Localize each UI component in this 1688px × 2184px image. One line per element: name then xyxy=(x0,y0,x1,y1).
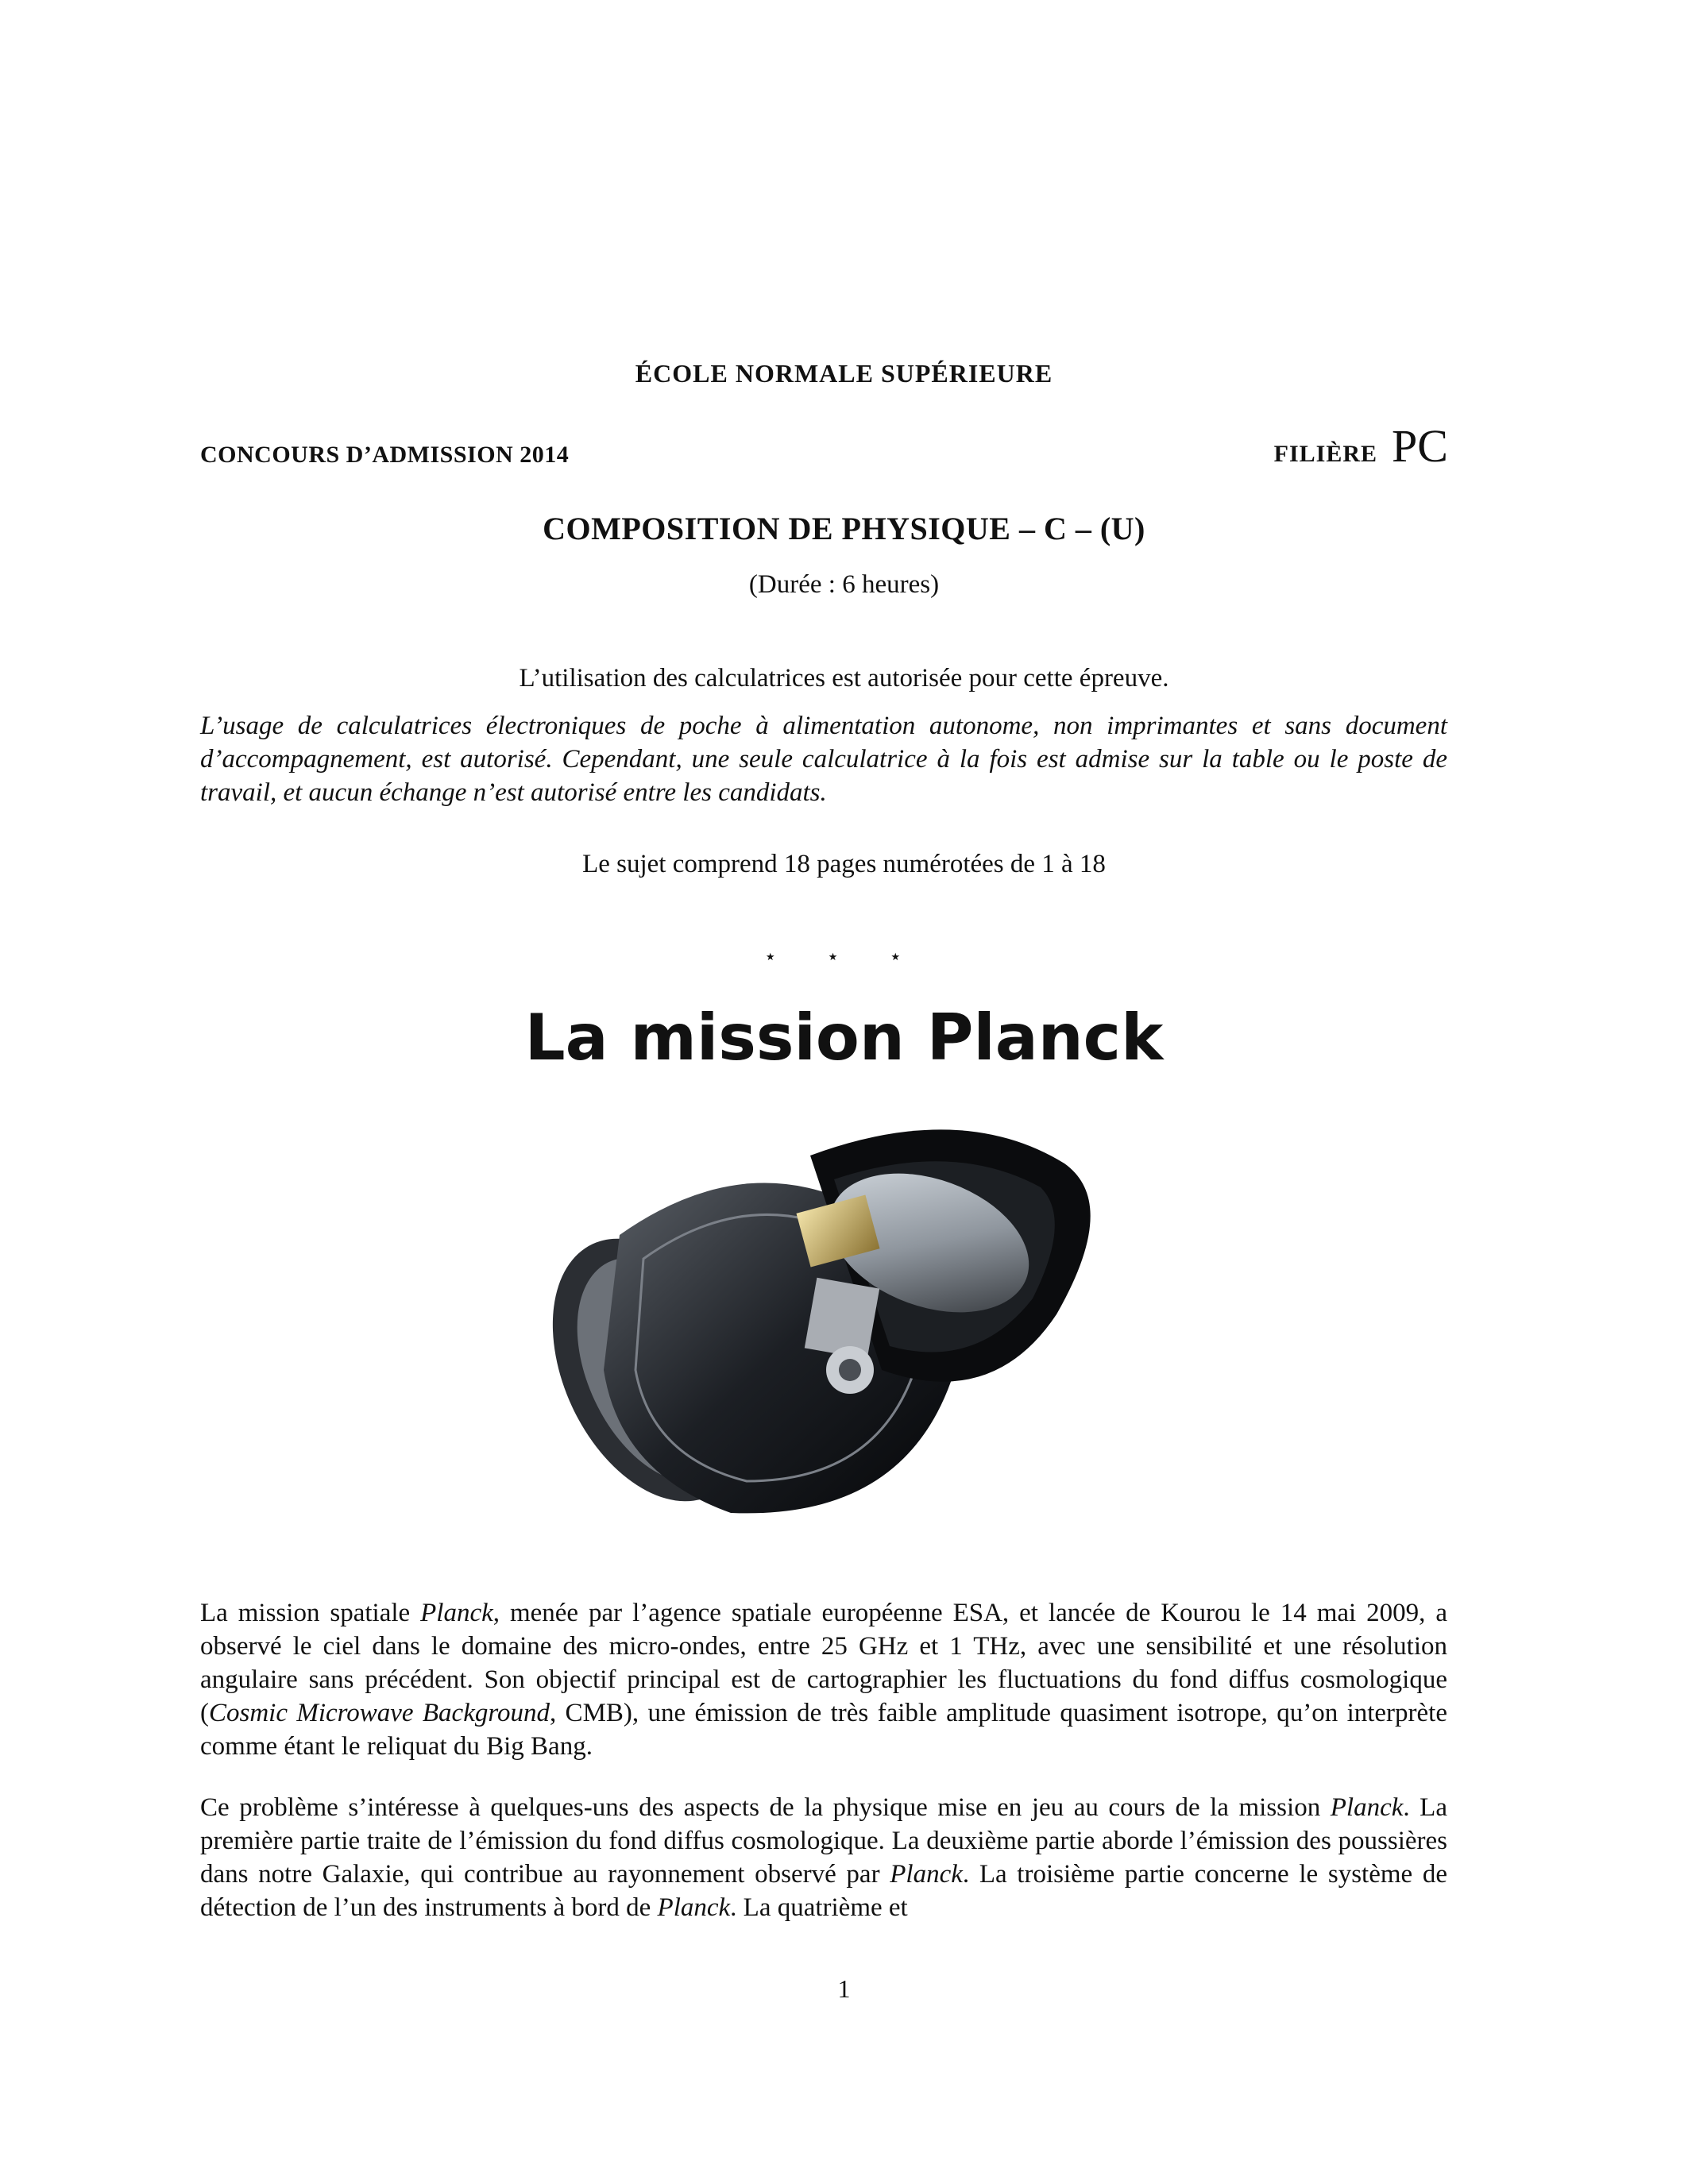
calculator-notice: L’utilisation des calculatrices est autorisée pour cette épreuve. xyxy=(519,664,1169,693)
p2-planck-1: Planck xyxy=(1330,1793,1404,1822)
p2-planck-3: Planck xyxy=(657,1893,731,1922)
p1-text-5: , CMB), une émission de très faible amplitude quasiment isotrope, qu’on interprète comme étant le reliquat du Big Bang. xyxy=(200,1699,1447,1761)
p2-text-3: . La première partie traite de l’émission du fond diffus cosmologique. La deuxième partie aborde l’émission des poussières dans notre Galaxie, qui contribue au rayonnement observé par xyxy=(200,1793,1447,1889)
p1-text-3: , menée par l’agence spatiale européenne ESA, et lancée de Kourou le 14 mai 2009, a observé le ciel dans le domaine des micro-ondes, entre 25 GHz et 1 THz, avec une sensibilité et une résolution angulaire sans précédent. Son objectif principal est de cartographier les fluctuations du fond diffus cosmologique ( xyxy=(200,1599,1447,1727)
composition-title: COMPOSITION DE PHYSIQUE – C – (U) xyxy=(543,511,1145,546)
p1-text-1: La mission spatiale xyxy=(200,1599,421,1627)
concours-label: CONCOURS D’ADMISSION 2014 xyxy=(200,442,570,468)
p1-planck: Planck xyxy=(420,1599,493,1627)
filiere-value: PC xyxy=(1392,420,1448,472)
p2-planck-2: Planck xyxy=(890,1860,963,1889)
planck-satellite-image xyxy=(548,1108,1120,1537)
page-count-notice: Le sujet comprend 18 pages numérotées de 1 à 18 xyxy=(582,850,1106,878)
document-title: La mission Planck xyxy=(524,1001,1164,1075)
p2-text-7: . La quatrième et xyxy=(730,1893,908,1922)
calculator-usage-rules: L’usage de calculatrices électroniques de poche à alimentation autonome, non imprimantes et sans document d’accompagnement, est autorisé. Cependant, une seule calculatrice à la fois est admise sur la table ou le poste de travail, et aucun échange n’est autorisé entre les candidats. xyxy=(200,712,1447,807)
p1-cmb-term: Cosmic Microwave Background xyxy=(209,1699,550,1727)
duration: (Durée : 6 heures) xyxy=(748,570,940,599)
intro-paragraph-2 xyxy=(200,1791,1447,1924)
filiere-label: FILIÈRE xyxy=(1273,441,1378,467)
p2-text-1: Ce problème s’intéresse à quelques-uns des aspects de la physique mise en jeu au cours de la mission xyxy=(200,1793,1331,1822)
filiere xyxy=(1274,419,1448,473)
school-name: ÉCOLE NORMALE SUPÉRIEURE xyxy=(635,359,1053,388)
page-number: 1 xyxy=(837,1974,851,2003)
separator-stars: ⋆ ⋆ ⋆ xyxy=(763,945,925,968)
p2-text-5: . La troisième partie concerne le système de détection de l’un des instruments à bord de xyxy=(200,1860,1447,1922)
intro-paragraph-1 xyxy=(200,1596,1447,1763)
